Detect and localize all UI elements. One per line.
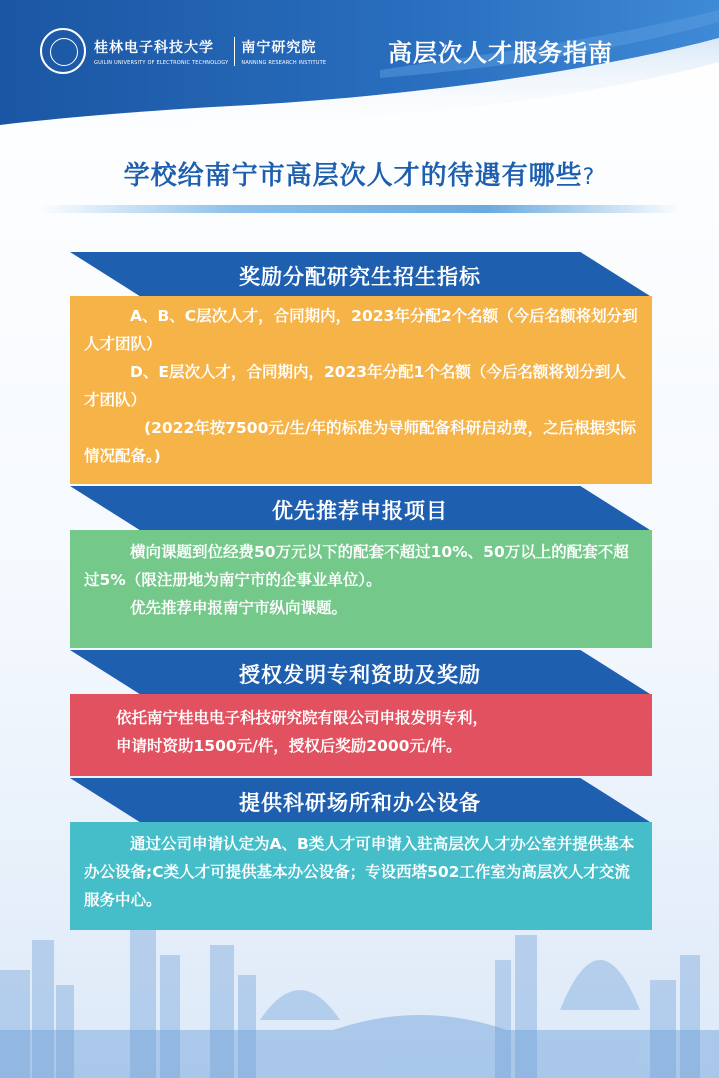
section-4-paragraph: 通过公司申请认定为A、B类人才可申请入驻高层次人才办公室并提供基本办公设备;C类人才可提供基本办公设备；专设西塔502工作室为高层次人才交流服务中心。 <box>84 835 635 909</box>
university-logo <box>40 26 326 76</box>
guide-title: 高层次人才服务指南 <box>388 39 613 67</box>
page-question <box>0 155 719 192</box>
section-3-paragraph: 依托南宁桂电电子科技研究院有限公司申报发明专利， <box>116 709 489 727</box>
section-3-title: 授权发明专利资助及奖励 <box>239 663 481 687</box>
section-2-paragraph: 横向课题到位经费50万元以下的配套不超过10%、50万以上的配套不超过5%（限注册地为南宁市的企事业单位）。 <box>84 543 629 589</box>
section-1-paragraph: D、E层次人才，合同期内，2023年分配1个名额（今后名额将划分到人才团队） <box>84 363 626 409</box>
university-name-en: GUILIN UNIVERSITY OF ELECTRONIC TECHNOLOGY <box>94 59 229 66</box>
section-3-content <box>70 694 652 776</box>
question-text: 学校给南宁市高层次人才的待遇有哪些 <box>123 161 583 191</box>
section-2-paragraph: 优先推荐申报南宁市纵向课题。 <box>130 599 348 617</box>
section-1-content <box>70 296 652 484</box>
section-1-paragraph: (2022年按7500元/生/年的标准为导师配备科研启动费，之后根据实际情况配备。) <box>84 419 637 465</box>
question-mark: ? <box>582 165 596 190</box>
section-3-paragraph: 申请时资助1500元/件，授权后奖励2000元/件。 <box>116 737 462 755</box>
section-4-title: 提供科研场所和办公设备 <box>239 791 481 815</box>
section-1-title: 奖励分配研究生招生指标 <box>239 265 481 289</box>
city-skyline-illustration <box>0 900 719 1078</box>
institute-name-en: NANNING RESEARCH INSTITUTE <box>241 59 327 66</box>
title-divider <box>40 205 680 213</box>
section-1-paragraph: A、B、C层次人才，合同期内，2023年分配2个名额（今后名额将划分到人才团队） <box>84 307 638 353</box>
institute-name-cn: 南宁研究院 <box>241 39 317 56</box>
university-name-cn: 桂林电子科技大学 <box>94 39 214 56</box>
section-2-content <box>70 530 652 648</box>
university-seal-icon <box>40 28 86 74</box>
section-2-title: 优先推荐申报项目 <box>272 499 448 523</box>
